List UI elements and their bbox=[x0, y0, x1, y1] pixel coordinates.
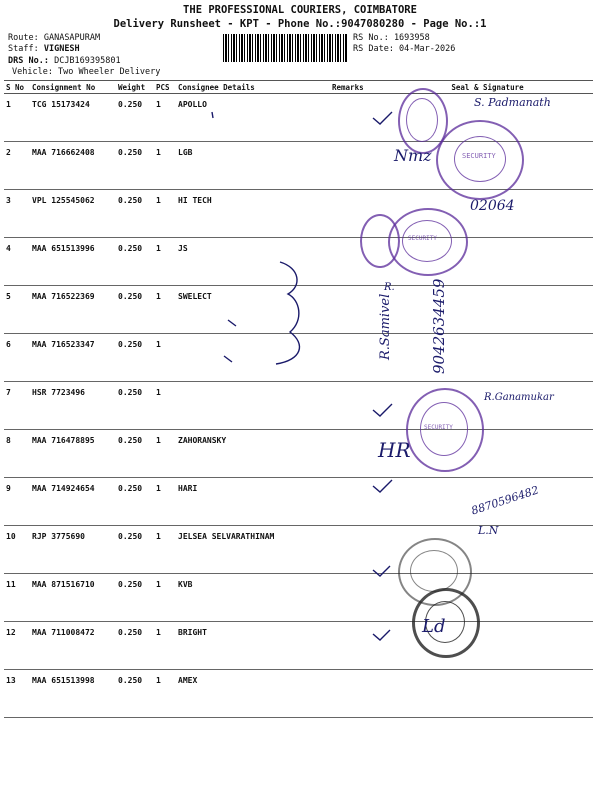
cell-consignment: VPL 125545062 bbox=[30, 190, 116, 238]
cell-weight: 0.250 bbox=[116, 190, 154, 238]
cell-sno: 6 bbox=[4, 334, 30, 382]
cell-pcs: 1 bbox=[154, 286, 176, 334]
cell-sno: 3 bbox=[4, 190, 30, 238]
rs-number: RS No.: 1693958 bbox=[353, 33, 430, 43]
cell-consignee: LGB bbox=[176, 142, 330, 190]
cell-pcs: 1 bbox=[154, 574, 176, 622]
cell-weight: 0.250 bbox=[116, 142, 154, 190]
col-pcs: PCS bbox=[154, 81, 176, 94]
signature-9: 8870596482 bbox=[469, 483, 541, 518]
cell-consignment: RJP 3775690 bbox=[30, 526, 116, 574]
signature-7: R.Ganamukar bbox=[484, 392, 554, 403]
col-sno: S No bbox=[4, 81, 30, 94]
cell-consignment: TCG 15173424 bbox=[30, 94, 116, 142]
cell-sno: 13 bbox=[4, 670, 30, 718]
cell-weight: 0.250 bbox=[116, 334, 154, 382]
route-value: GANASAPURAM bbox=[43, 33, 101, 43]
cell-consignee: HARI bbox=[176, 478, 330, 526]
document-subtitle: Delivery Runsheet - KPT - Phone No.:9047080280 - Page No.:1 bbox=[113, 18, 487, 30]
cell-consignee: JS bbox=[176, 238, 330, 286]
bracket-mark bbox=[276, 262, 299, 364]
cell-pcs: 1 bbox=[154, 478, 176, 526]
col-consignee: Consignee Details bbox=[176, 81, 330, 94]
cell-sno: 4 bbox=[4, 238, 30, 286]
cell-weight: 0.250 bbox=[116, 94, 154, 142]
signature-8: HR bbox=[378, 438, 411, 462]
col-consignment: Consignment No bbox=[30, 81, 116, 94]
cell-weight: 0.250 bbox=[116, 238, 154, 286]
cell-consignment: MAA 716662408 bbox=[30, 142, 116, 190]
cell-weight: 0.250 bbox=[116, 574, 154, 622]
cell-consignment: MAA 651513996 bbox=[30, 238, 116, 286]
signature-2: Nmz bbox=[394, 146, 432, 165]
cell-consignment: MAA 871516710 bbox=[30, 574, 116, 622]
cell-sno: 11 bbox=[4, 574, 30, 622]
cell-sno: 12 bbox=[4, 622, 30, 670]
stamp-text-3: SECURITY bbox=[424, 424, 453, 431]
cell-consignment: HSR 7723496 bbox=[30, 382, 116, 430]
cell-consignment: MAA 714924654 bbox=[30, 478, 116, 526]
signature-1: S. Padmanath bbox=[474, 96, 551, 109]
cell-sno: 2 bbox=[4, 142, 30, 190]
cell-sno: 1 bbox=[4, 94, 30, 142]
staff-value: VIGNESH bbox=[43, 44, 80, 54]
drs-value: DCJB169395801 bbox=[54, 56, 121, 66]
cell-consignment: MAA 716478895 bbox=[30, 430, 116, 478]
drs-label: DRS No.: bbox=[8, 56, 49, 66]
cell-pcs: 1 bbox=[154, 334, 176, 382]
cell-sno: 9 bbox=[4, 478, 30, 526]
cell-pcs: 1 bbox=[154, 382, 176, 430]
cell-consignee: APOLLO bbox=[176, 94, 330, 142]
signature-3: 02064 bbox=[470, 198, 515, 214]
signature-6: 9042634459 bbox=[430, 278, 448, 374]
cell-weight: 0.250 bbox=[116, 430, 154, 478]
cell-consignment: MAA 711008472 bbox=[30, 622, 116, 670]
col-seal: Seal & Signature bbox=[382, 81, 593, 94]
staff-label: Staff: bbox=[8, 44, 39, 54]
cell-consignment: MAA 651513998 bbox=[30, 670, 116, 718]
stamp-text-2: SECURITY bbox=[408, 235, 437, 242]
cell-consignee: AMEX bbox=[176, 670, 330, 718]
cell-pcs: 1 bbox=[154, 94, 176, 142]
cell-sno: 7 bbox=[4, 382, 30, 430]
cell-consignment: MAA 716523347 bbox=[30, 334, 116, 382]
signature-11: Ld bbox=[422, 616, 446, 637]
cell-pcs: 1 bbox=[154, 190, 176, 238]
cell-weight: 0.250 bbox=[116, 478, 154, 526]
cell-consignee: KVB bbox=[176, 574, 330, 622]
document-title: THE PROFESSIONAL COURIERS, COIMBATORE bbox=[183, 4, 417, 16]
cell-weight: 0.250 bbox=[116, 286, 154, 334]
col-weight: Weight bbox=[116, 81, 154, 94]
signature-4: R. bbox=[384, 282, 395, 293]
cell-consignee: SWELECT bbox=[176, 286, 330, 334]
cell-weight: 0.250 bbox=[116, 382, 154, 430]
cell-pcs: 1 bbox=[154, 526, 176, 574]
cell-consignment: MAA 716522369 bbox=[30, 286, 116, 334]
check-marks bbox=[373, 112, 392, 640]
cell-weight: 0.250 bbox=[116, 526, 154, 574]
cell-pcs: 1 bbox=[154, 430, 176, 478]
ditto-marks bbox=[224, 320, 236, 362]
route-label: Route: bbox=[8, 33, 39, 43]
cell-weight: 0.250 bbox=[116, 670, 154, 718]
rs-date: RS Date: 04-Mar-2026 bbox=[353, 44, 456, 54]
cell-consignee: HI TECH bbox=[176, 190, 330, 238]
cell-pcs: 1 bbox=[154, 670, 176, 718]
cell-sno: 10 bbox=[4, 526, 30, 574]
cell-pcs: 1 bbox=[154, 142, 176, 190]
col-remarks: Remarks bbox=[330, 81, 382, 94]
cell-consignee: BRIGHT bbox=[176, 622, 330, 670]
cell-pcs: 1 bbox=[154, 238, 176, 286]
cell-consignee: ZAHORANSKY bbox=[176, 430, 330, 478]
cell-consignee: JELSEA SELVARATHINAM bbox=[176, 526, 330, 574]
signature-10: L.N bbox=[478, 524, 499, 537]
cell-sno: 5 bbox=[4, 286, 30, 334]
cell-sno: 8 bbox=[4, 430, 30, 478]
stamp-text-1: SECURITY bbox=[462, 152, 496, 160]
cell-pcs: 1 bbox=[154, 622, 176, 670]
cell-weight: 0.250 bbox=[116, 622, 154, 670]
tick-mark bbox=[212, 112, 213, 118]
vehicle-line: Vehicle: Two Wheeler Delivery bbox=[12, 67, 161, 77]
signature-5: R.Samivel bbox=[378, 293, 393, 360]
